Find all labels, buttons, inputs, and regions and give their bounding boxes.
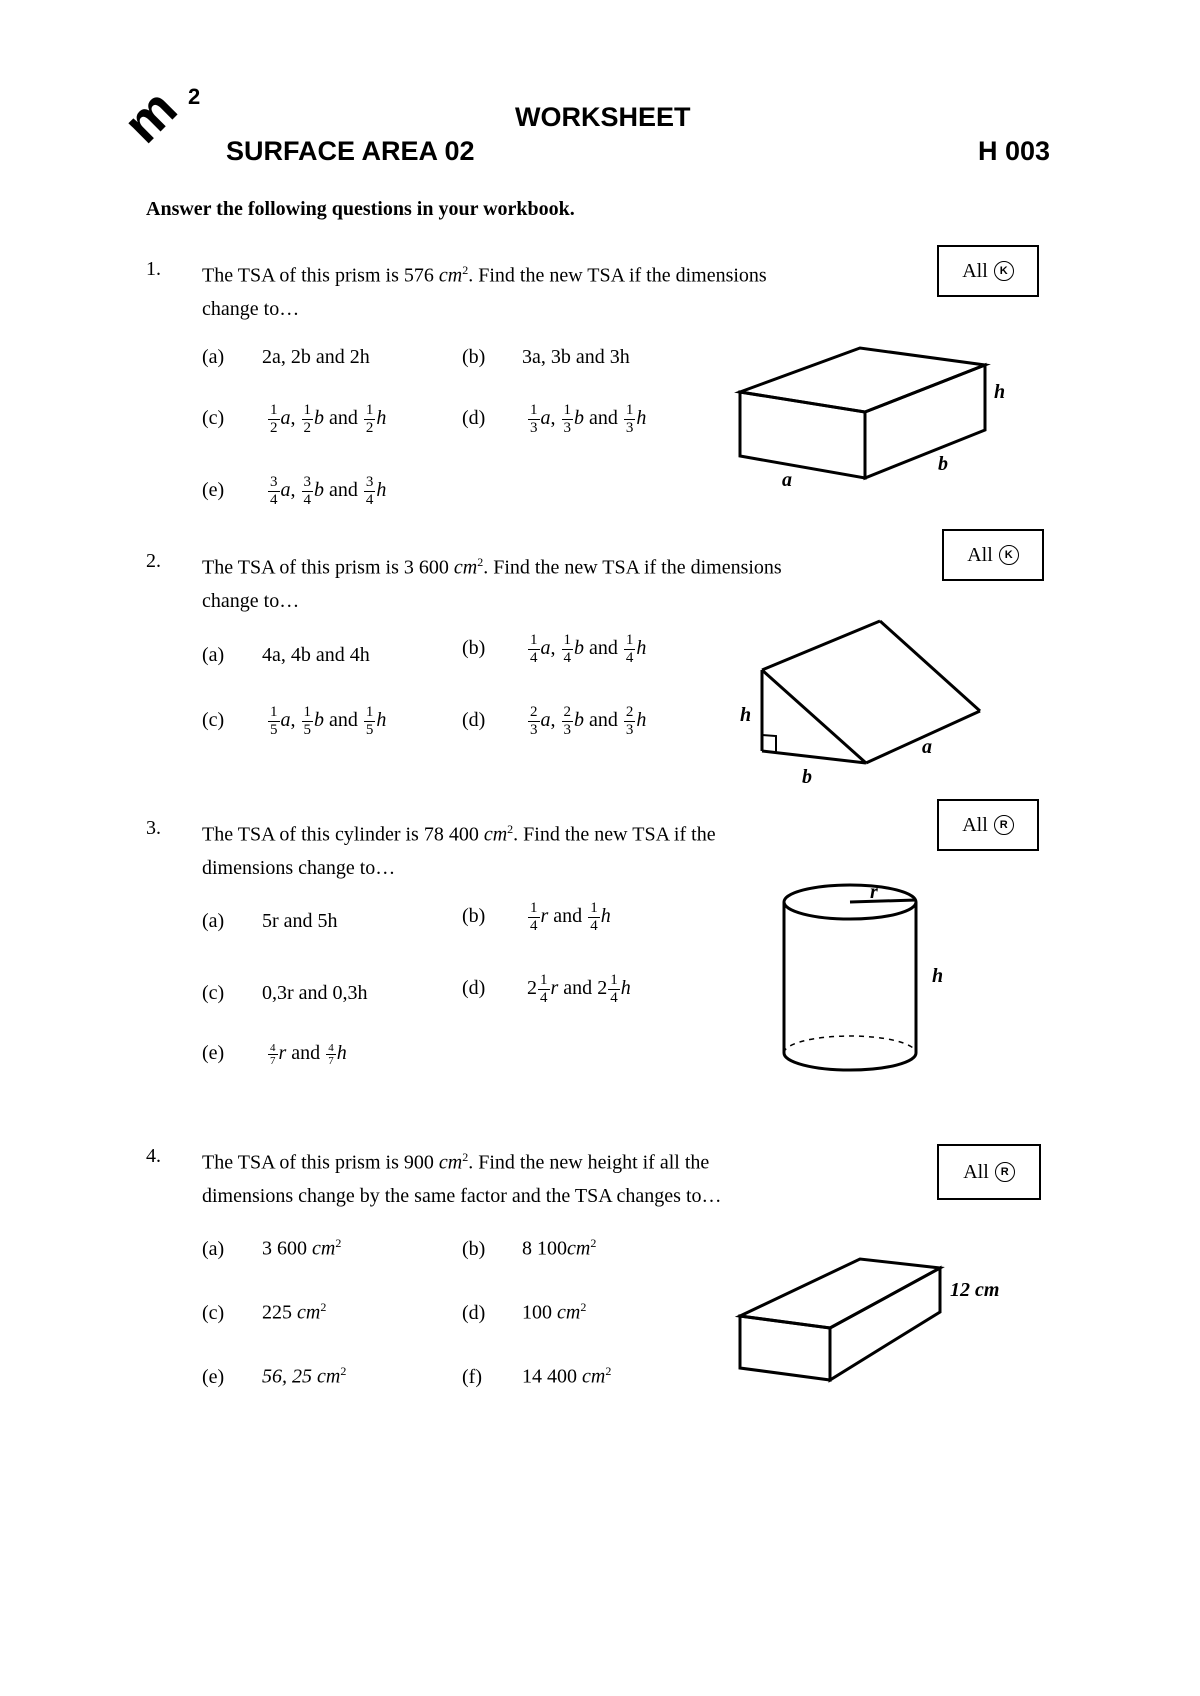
dim-label-a: a xyxy=(922,736,932,758)
worksheet-code: H 003 xyxy=(978,136,1051,166)
part-item: (a) 3 600 $cm^2$ xyxy=(202,1236,342,1260)
part-item: (b) $\frac{1}{4}$ a, $\frac{1}{4}$ b and $\frac{1}{4}$ h xyxy=(462,632,647,666)
question-text: The TSA of this cylinder is 78 400 $cm^2$. Find the new TSA if the dimensions change to… xyxy=(202,822,716,879)
level-badge: All K xyxy=(942,529,1044,581)
part-item: (a) 2a, 2b and 2h xyxy=(202,346,370,368)
part-item: (d) $\frac{2}{3}$ a, $\frac{2}{3}$ b and $\frac{2}{3}$ h xyxy=(462,704,647,738)
k-circle-icon: K xyxy=(994,261,1014,281)
part-item: (d) $\frac{1}{3}$ a, $\frac{1}{3}$ b and $\frac{1}{3}$ h xyxy=(462,402,647,436)
instructions: Answer the following questions in your workbook. xyxy=(146,198,575,220)
triangular-prism-diagram xyxy=(730,615,990,790)
svg-text:2: 2 xyxy=(188,84,201,109)
dim-label-r: r xyxy=(870,881,878,903)
part-item: (c) $\frac{1}{5}$ a, $\frac{1}{5}$ b and $\frac{1}{5}$ h xyxy=(202,704,387,738)
dim-label-b: b xyxy=(938,453,948,475)
part-item: (f) 14 400 $cm^2$ xyxy=(462,1364,612,1388)
part-item: (b) $\frac{1}{4}$ r and $\frac{1}{4}$ h xyxy=(462,900,611,934)
worksheet-title: WORKSHEET xyxy=(515,102,691,132)
question-number: 3. xyxy=(146,817,161,839)
part-item: (d) 100 $cm^2$ xyxy=(462,1300,587,1324)
part-item: (d) 2 $\frac{1}{4}$ r and 2 $\frac{1}{4}$ h xyxy=(462,972,631,1006)
part-item: (e) 56, 25 $cm^2$ xyxy=(202,1364,347,1388)
question-number: 2. xyxy=(146,550,161,572)
dim-label-height: 12 cm xyxy=(950,1279,1000,1301)
level-badge: All R xyxy=(937,799,1039,851)
part-item: (c) $\frac{1}{2}$ a, $\frac{1}{2}$ b and $\frac{1}{2}$ h xyxy=(202,402,387,436)
worksheet-subtitle: SURFACE AREA 02 xyxy=(226,136,475,166)
cylinder-diagram xyxy=(780,870,980,1090)
part-item: (c) 0,3r and 0,3h xyxy=(202,982,368,1004)
dim-label-a: a xyxy=(782,469,792,491)
dim-label-h: h xyxy=(932,965,944,987)
dim-label-b: b xyxy=(802,766,812,788)
part-item: (e) $\frac{4}{7}$ r and $\frac{4}{7}$ h xyxy=(202,1042,347,1067)
level-badge: All R xyxy=(937,1144,1041,1200)
part-item: (a) 5r and 5h xyxy=(202,910,338,932)
rectangular-prism-diagram xyxy=(730,340,1020,500)
part-item: (b) 8 $100cm^2$ xyxy=(462,1236,597,1260)
r-circle-icon: R xyxy=(994,815,1014,835)
m2-logo xyxy=(112,78,212,160)
dim-label-h: h xyxy=(740,704,752,726)
part-item: (a) 4a, 4b and 4h xyxy=(202,644,370,666)
part-item: (c) 225 $cm^2$ xyxy=(202,1300,327,1324)
svg-text:m: m xyxy=(112,78,189,155)
rectangular-prism-diagram xyxy=(730,1250,1020,1390)
r-circle-icon: R xyxy=(995,1162,1015,1182)
dim-label-h: h xyxy=(994,381,1006,403)
question-number: 4. xyxy=(146,1145,161,1167)
k-circle-icon: K xyxy=(999,545,1019,565)
part-item: (e) $\frac{3}{4}$ a, $\frac{3}{4}$ b and $\frac{3}{4}$ h xyxy=(202,474,387,508)
level-badge: All K xyxy=(937,245,1039,297)
question-text: The TSA of this prism is 900 $cm^2$. Find the new height if all the dimensions change by the same factor and the TSA changes to… xyxy=(202,1150,722,1207)
question-text: The TSA of this prism is 576 $cm^2$. Find the new TSA if the dimensions change to… xyxy=(202,263,767,320)
question-number: 1. xyxy=(146,258,161,280)
question-text: The TSA of this prism is 3 600 $cm^2$. Find the new TSA if the dimensions change to… xyxy=(202,555,782,612)
part-item: (b) 3a, 3b and 3h xyxy=(462,346,630,368)
